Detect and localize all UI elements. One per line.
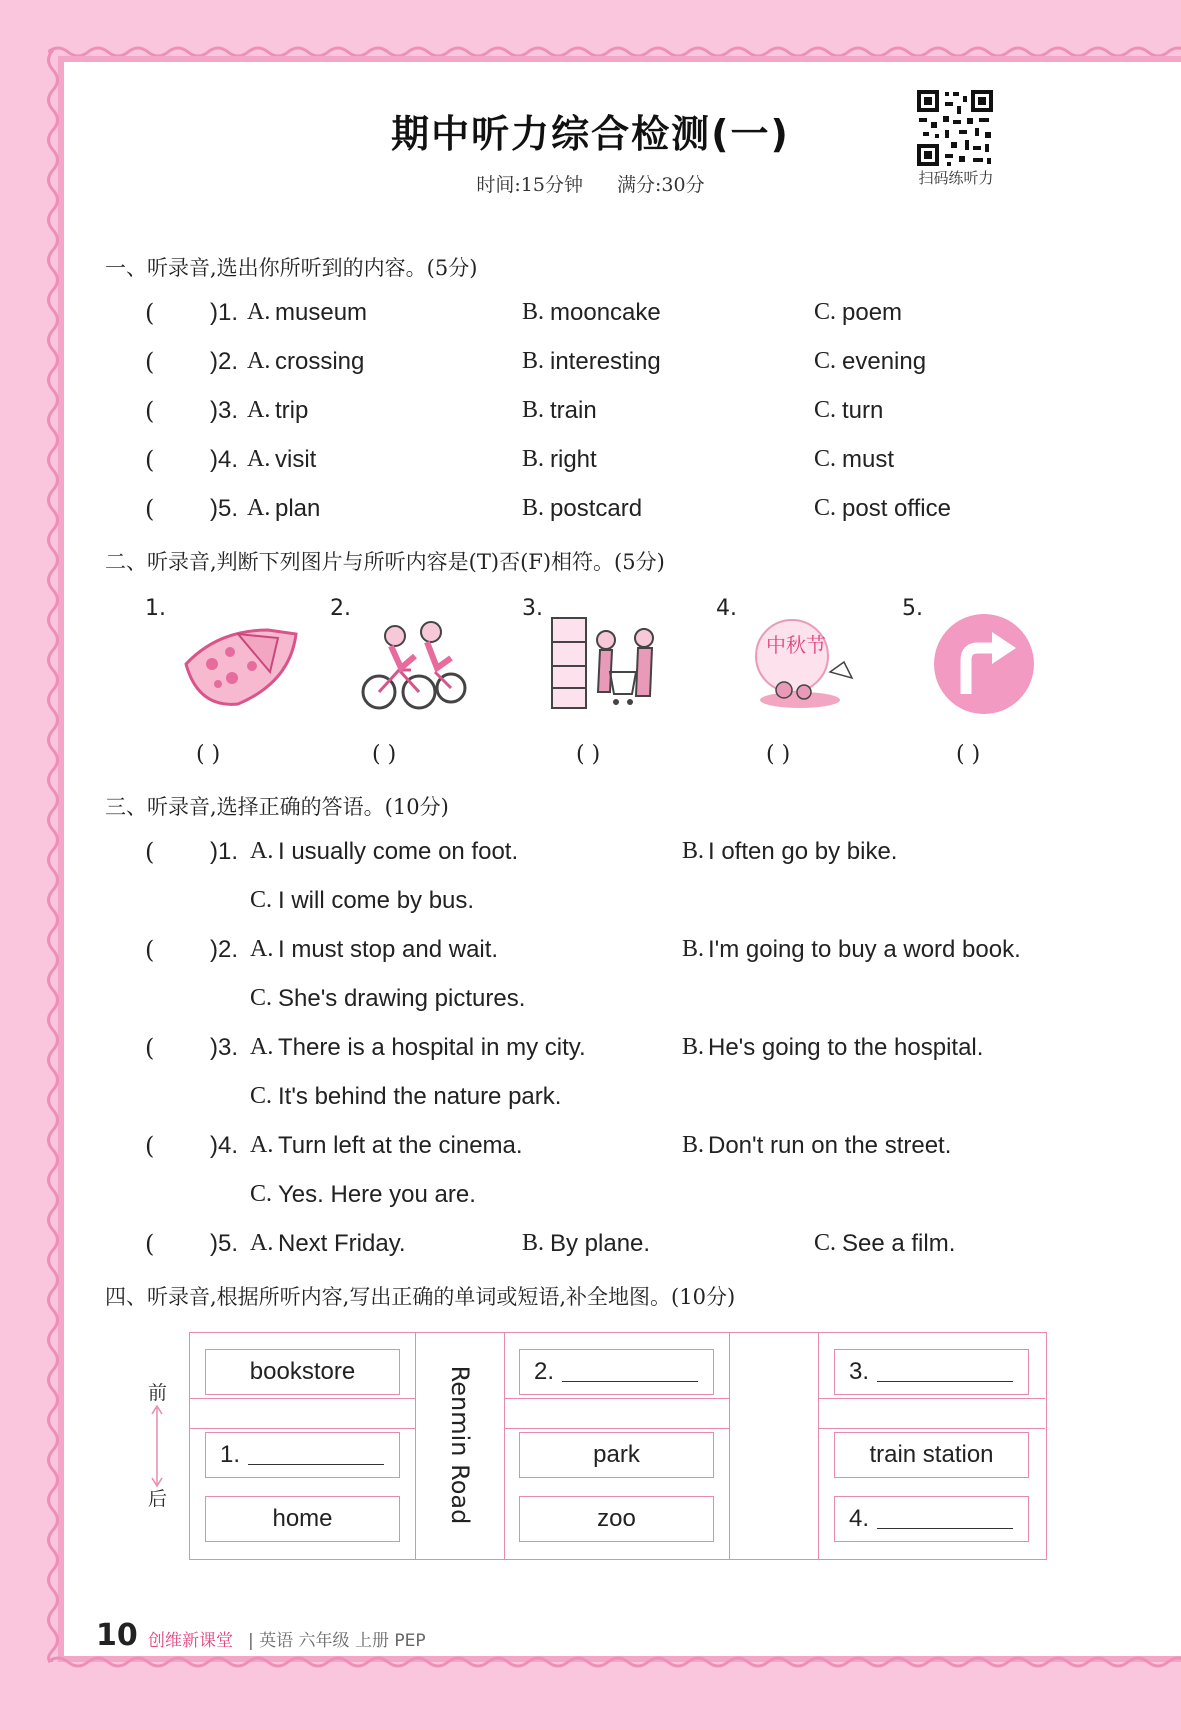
option-a: plan bbox=[275, 495, 321, 522]
answer-line[interactable] bbox=[877, 1510, 1013, 1529]
option-c: must bbox=[842, 446, 895, 473]
section2-heading: 二、听录音,判断下列图片与所听内容是(T)否(F)相符。(5分) bbox=[105, 550, 665, 574]
festival-caption: 中秋节 bbox=[766, 633, 826, 657]
direction-back: 后 bbox=[148, 1488, 168, 1510]
bicycle-riders-icon bbox=[355, 612, 475, 716]
option-a-label: A. bbox=[250, 936, 274, 962]
answer-paren[interactable]: ( bbox=[145, 1230, 155, 1258]
option-b: interesting bbox=[550, 348, 661, 375]
option-c: evening bbox=[842, 348, 927, 375]
blank-number: 4. bbox=[849, 1505, 870, 1532]
option-b-label: B. bbox=[682, 1034, 705, 1060]
question-number: )3. bbox=[210, 1034, 239, 1061]
map-park: park bbox=[519, 1432, 714, 1478]
option-b: right bbox=[550, 446, 597, 473]
answer-blank[interactable]: ( ) bbox=[372, 742, 397, 767]
option-c: She's drawing pictures. bbox=[278, 985, 526, 1012]
question-number: )4. bbox=[210, 1132, 239, 1159]
option-b: train bbox=[550, 397, 597, 424]
answer-paren[interactable]: ( bbox=[145, 936, 155, 964]
direction-arrow-icon bbox=[150, 1404, 164, 1488]
answer-line[interactable] bbox=[248, 1446, 384, 1465]
option-b-label: B. bbox=[522, 348, 545, 374]
answer-paren[interactable]: ( bbox=[145, 495, 155, 523]
option-a-label: A. bbox=[250, 1132, 274, 1158]
question-number: )5. bbox=[210, 495, 239, 522]
map-street bbox=[504, 1398, 729, 1399]
section1-heading: 一、听录音,选出你所听到的内容。(5分) bbox=[105, 256, 478, 280]
option-a-label: A. bbox=[247, 299, 271, 325]
qr-code-icon[interactable] bbox=[915, 88, 995, 168]
map-street bbox=[189, 1398, 415, 1399]
option-c: poem bbox=[842, 299, 903, 326]
section4-heading: 四、听录音,根据所听内容,写出正确的单词或短语,补全地图。(10分) bbox=[105, 1285, 736, 1309]
option-b: mooncake bbox=[550, 299, 661, 326]
footer-info: | 英语 六年级 上册 PEP bbox=[248, 1631, 426, 1651]
option-a: I must stop and wait. bbox=[278, 936, 499, 963]
question-number: )3. bbox=[210, 397, 239, 424]
answer-blank[interactable]: ( ) bbox=[766, 742, 791, 767]
option-c: I will come by bus. bbox=[278, 887, 475, 914]
supermarket-shopping-icon bbox=[548, 612, 668, 716]
option-b-label: B. bbox=[522, 299, 545, 325]
question-number: )5. bbox=[210, 1230, 239, 1257]
option-b-label: B. bbox=[682, 1132, 705, 1158]
option-b: By plane. bbox=[550, 1230, 651, 1257]
map-home: home bbox=[205, 1496, 400, 1542]
map-divider bbox=[415, 1332, 416, 1559]
answer-blank[interactable]: ( ) bbox=[956, 742, 981, 767]
option-a: Turn left at the cinema. bbox=[278, 1132, 523, 1159]
option-a-label: A. bbox=[250, 838, 274, 864]
option-a-label: A. bbox=[247, 446, 271, 472]
option-c-label: C. bbox=[814, 446, 837, 472]
option-b: postcard bbox=[550, 495, 643, 522]
map-street bbox=[818, 1428, 1045, 1429]
map-blank-1[interactable] bbox=[205, 1432, 400, 1478]
direction-front: 前 bbox=[148, 1382, 168, 1404]
question-number: )2. bbox=[210, 348, 239, 375]
option-a: Next Friday. bbox=[278, 1230, 406, 1257]
picture-number: 5. bbox=[902, 596, 923, 621]
map-blank-2[interactable] bbox=[519, 1349, 714, 1395]
answer-blank[interactable]: ( ) bbox=[196, 742, 221, 767]
footer-brand: 创维新课堂 bbox=[148, 1631, 233, 1651]
option-a: crossing bbox=[275, 348, 365, 375]
map-bookstore: bookstore bbox=[205, 1349, 400, 1395]
option-c-label: C. bbox=[250, 1083, 273, 1109]
option-a-label: A. bbox=[247, 495, 271, 521]
section3-heading: 三、听录音,选择正确的答语。(10分) bbox=[105, 795, 449, 819]
page-number: 10 bbox=[96, 1618, 138, 1653]
picture-number: 1. bbox=[145, 596, 166, 621]
option-a: visit bbox=[275, 446, 317, 473]
answer-paren[interactable]: ( bbox=[145, 348, 155, 376]
left-wavy-border bbox=[44, 50, 62, 1662]
page-title: 期中听力综合检测(一) bbox=[391, 112, 790, 156]
option-a-label: A. bbox=[247, 348, 271, 374]
question-number: )4. bbox=[210, 446, 239, 473]
option-c-label: C. bbox=[250, 887, 273, 913]
option-c-label: C. bbox=[250, 985, 273, 1011]
question-number: )2. bbox=[210, 936, 239, 963]
answer-paren[interactable]: ( bbox=[145, 1034, 155, 1062]
answer-paren[interactable]: ( bbox=[145, 446, 155, 474]
option-c: Yes. Here you are. bbox=[278, 1181, 476, 1208]
option-c: turn bbox=[842, 397, 884, 424]
full-score: 满分:30分 bbox=[617, 174, 705, 196]
option-c-label: C. bbox=[814, 495, 837, 521]
option-b-label: B. bbox=[522, 495, 545, 521]
option-c: It's behind the nature park. bbox=[278, 1083, 562, 1110]
answer-paren[interactable]: ( bbox=[145, 397, 155, 425]
option-c-label: C. bbox=[250, 1181, 273, 1207]
answer-paren[interactable]: ( bbox=[145, 1132, 155, 1160]
answer-line[interactable] bbox=[877, 1363, 1013, 1382]
option-a: museum bbox=[275, 299, 368, 326]
map-divider bbox=[729, 1332, 730, 1559]
option-b: He's going to the hospital. bbox=[708, 1034, 984, 1061]
option-c-label: C. bbox=[814, 348, 837, 374]
option-b: I'm going to buy a word book. bbox=[708, 936, 1021, 963]
road-label: Renmin Road bbox=[446, 1365, 474, 1525]
option-c-label: C. bbox=[814, 397, 837, 423]
map-divider bbox=[818, 1332, 819, 1559]
answer-blank[interactable]: ( ) bbox=[576, 742, 601, 767]
option-a-label: A. bbox=[247, 397, 271, 423]
blank-number: 3. bbox=[849, 1358, 870, 1385]
answer-paren[interactable]: ( bbox=[145, 838, 155, 866]
option-b-label: B. bbox=[522, 446, 545, 472]
mid-autumn-festival-icon bbox=[740, 612, 860, 716]
turn-right-sign-icon bbox=[930, 610, 1038, 718]
option-c-label: C. bbox=[814, 1230, 837, 1256]
option-c: See a film. bbox=[842, 1230, 956, 1257]
option-a-label: A. bbox=[250, 1034, 274, 1060]
option-a: There is a hospital in my city. bbox=[278, 1034, 586, 1061]
option-c-label: C. bbox=[814, 299, 837, 325]
map-train-station: train station bbox=[834, 1432, 1029, 1478]
option-a: I usually come on foot. bbox=[278, 838, 519, 865]
picture-number: 2. bbox=[330, 596, 351, 621]
option-a-label: A. bbox=[250, 1230, 274, 1256]
map-street bbox=[818, 1398, 1045, 1399]
map-street bbox=[504, 1428, 729, 1429]
map-street bbox=[189, 1428, 415, 1429]
qr-caption: 扫码练听力 bbox=[918, 169, 994, 187]
map-zoo: zoo bbox=[519, 1496, 714, 1542]
option-b-label: B. bbox=[522, 397, 545, 423]
question-number: )1. bbox=[210, 838, 239, 865]
blank-number: 1. bbox=[220, 1441, 241, 1468]
answer-line[interactable] bbox=[562, 1363, 698, 1382]
option-a: trip bbox=[275, 397, 309, 424]
option-b: I often go by bike. bbox=[708, 838, 898, 865]
map-divider bbox=[504, 1332, 505, 1559]
option-b-label: B. bbox=[682, 838, 705, 864]
option-b-label: B. bbox=[522, 1230, 545, 1256]
pizza-icon bbox=[178, 612, 298, 716]
map-blank-3[interactable] bbox=[834, 1349, 1029, 1395]
answer-paren[interactable]: ( bbox=[145, 299, 155, 327]
time-limit: 时间:15分钟 bbox=[476, 174, 583, 196]
bottom-wavy-border bbox=[48, 1654, 1181, 1670]
option-b: Don't run on the street. bbox=[708, 1132, 952, 1159]
map-blank-4[interactable] bbox=[834, 1496, 1029, 1542]
picture-number: 4. bbox=[716, 596, 737, 621]
option-c: post office bbox=[842, 495, 951, 522]
option-b-label: B. bbox=[682, 936, 705, 962]
picture-number: 3. bbox=[522, 596, 543, 621]
blank-number: 2. bbox=[534, 1358, 555, 1385]
question-number: )1. bbox=[210, 299, 239, 326]
